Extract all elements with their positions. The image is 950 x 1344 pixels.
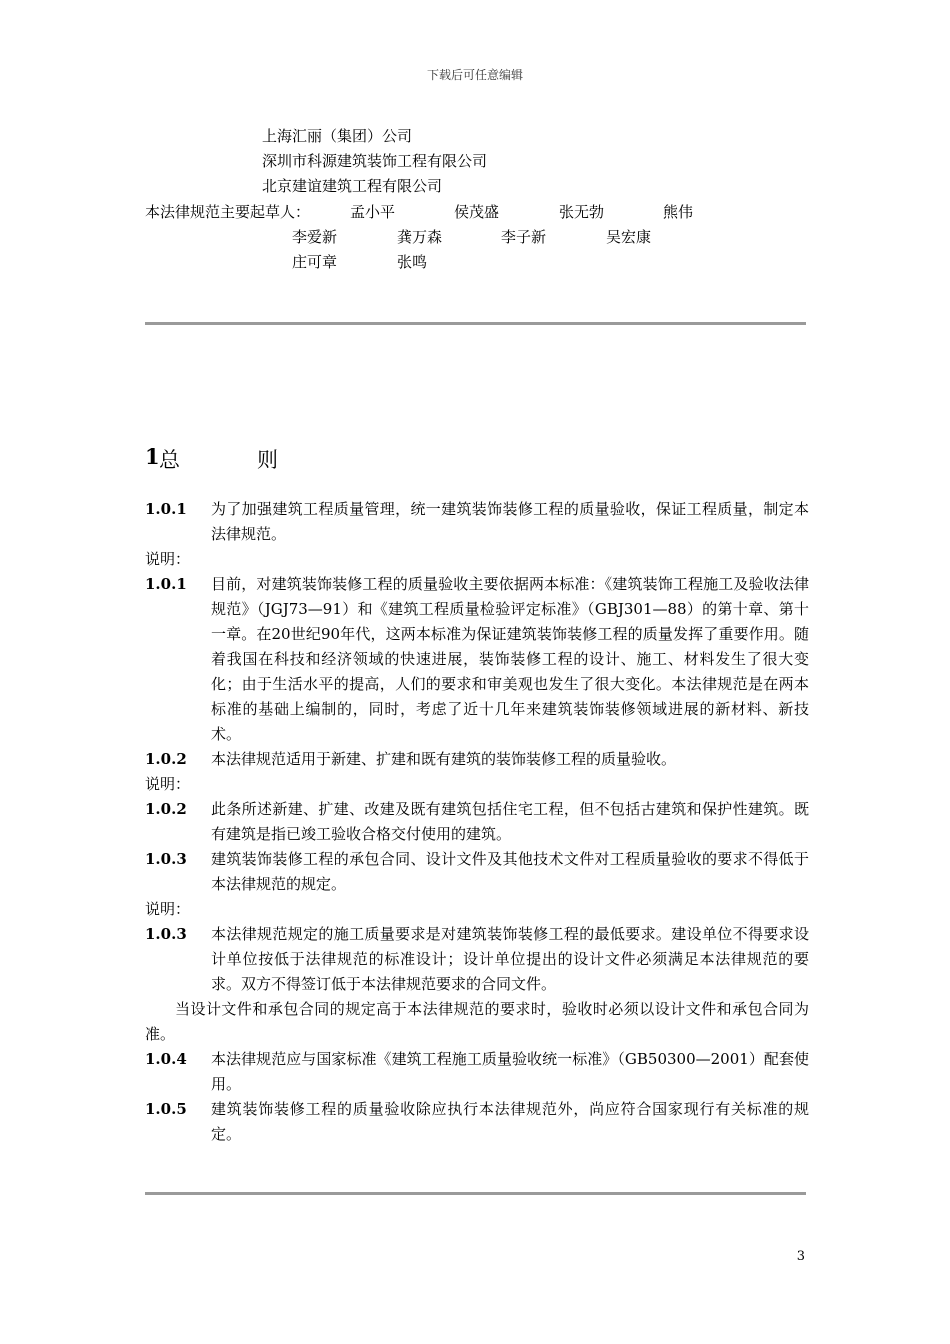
drafter-name: 李子新 [501, 228, 547, 246]
clause [145, 922, 809, 997]
clause-number: 1.0.2 [145, 800, 187, 818]
chapter-title-char: 则 [257, 448, 278, 472]
clause [145, 1047, 809, 1097]
drafter-name: 庄可章 [292, 253, 338, 271]
clause [145, 1097, 809, 1147]
clause-number: 1.0.2 [145, 750, 187, 768]
chapter-number: 1 [145, 444, 160, 469]
paragraph: 当设计文件和承包合同的规定高于本法律规范的要求时，验收时必须以设计文件和承包合同为准。 [145, 1000, 809, 1043]
clause-text: 本法律规范适用于新建、扩建和既有建筑的装饰装修工程的质量验收。 [211, 750, 677, 768]
clause-number: 1.0.5 [145, 1100, 187, 1118]
clause-number: 1.0.1 [145, 575, 187, 593]
explanation-label: 说明： [145, 775, 191, 793]
chapter-heading [145, 444, 278, 472]
drafter-name: 孟小平 [350, 203, 396, 221]
clause-text: 目前，对建筑装饰装修工程的质量验收主要依据两本标准：《建筑装饰工程施工及验收法律规范》（JGJ73—91）和《建筑工程质量检验评定标准》（GBJ301—88）的第十章、第十一章。在20世纪90年代，这两本标准为保证建筑装饰装修工程的质量发挥了重要作用。随着我国在科技和经济领域的快速进展，装饰装修工程的设计、施工、材料发生了很大变化；由于生活水平的提高，人们的要求和审美观也发生了很大变化。本法律规范是在两本标准的基础上编制的，同时，考虑了近十几年来建筑装饰装修领域进展的新材料、新技术。 [211, 575, 809, 743]
clause-text: 建筑装饰装修工程的承包合同、设计文件及其他技术文件对工程质量验收的要求不得低于本法律规范的规定。 [211, 850, 809, 893]
clause [145, 797, 809, 847]
drafter-name: 张无勃 [559, 203, 605, 221]
clause-number: 1.0.3 [145, 925, 187, 943]
drafter-name: 吴宏康 [606, 228, 652, 246]
drafters-label: 本法律规范主要起草人： [145, 203, 311, 221]
clause-text: 本法律规范应与国家标准《建筑工程施工质量验收统一标准》（GB50300—2001）配套使用。 [211, 1050, 809, 1093]
section-divider [145, 1192, 806, 1195]
drafter-name: 龚万森 [397, 228, 443, 246]
clause-number: 1.0.3 [145, 850, 187, 868]
section-divider [145, 322, 806, 325]
drafter-name: 侯茂盛 [454, 203, 500, 221]
participating-units [262, 124, 487, 199]
drafter-name: 张鸣 [397, 253, 428, 271]
drafter-name: 李爱新 [292, 228, 338, 246]
clause-text: 本法律规范规定的施工质量要求是对建筑装饰装修工程的最低要求。建设单位不得要求设计单位按低于法律规范的标准设计；设计单位提出的设计文件必须满足本法律规范的要求。双方不得签订低于本法律规范要求的合同文件。 [211, 925, 809, 993]
clause [145, 497, 809, 547]
page-number: 3 [796, 1249, 805, 1264]
header-note: 下载后可任意编辑 [426, 68, 523, 82]
clause-text: 此条所述新建、扩建、改建及既有建筑包括住宅工程，但不包括古建筑和保护性建筑。既有建筑是指已竣工验收合格交付使用的建筑。 [211, 800, 809, 843]
clause-text: 建筑装饰装修工程的质量验收除应执行本法律规范外，尚应符合国家现行有关标准的规定。 [211, 1100, 809, 1143]
unit-line: 上海汇丽（集团）公司 [262, 127, 413, 145]
clause-number: 1.0.1 [145, 500, 187, 518]
clause-text: 为了加强建筑工程质量管理，统一建筑装饰装修工程的质量验收，保证工程质量，制定本法律规范。 [211, 500, 809, 543]
chapter-title-char: 总 [159, 448, 180, 472]
unit-line: 北京建谊建筑工程有限公司 [262, 177, 443, 195]
explanation-label: 说明： [145, 550, 191, 568]
clause [145, 847, 809, 897]
drafter-name: 熊伟 [663, 203, 694, 221]
clause [145, 572, 809, 747]
clause-number: 1.0.4 [145, 1050, 187, 1068]
explanation-label: 说明： [145, 900, 191, 918]
document-body [145, 497, 809, 1147]
clause [145, 747, 809, 772]
unit-line: 深圳市科源建筑装饰工程有限公司 [262, 152, 488, 170]
